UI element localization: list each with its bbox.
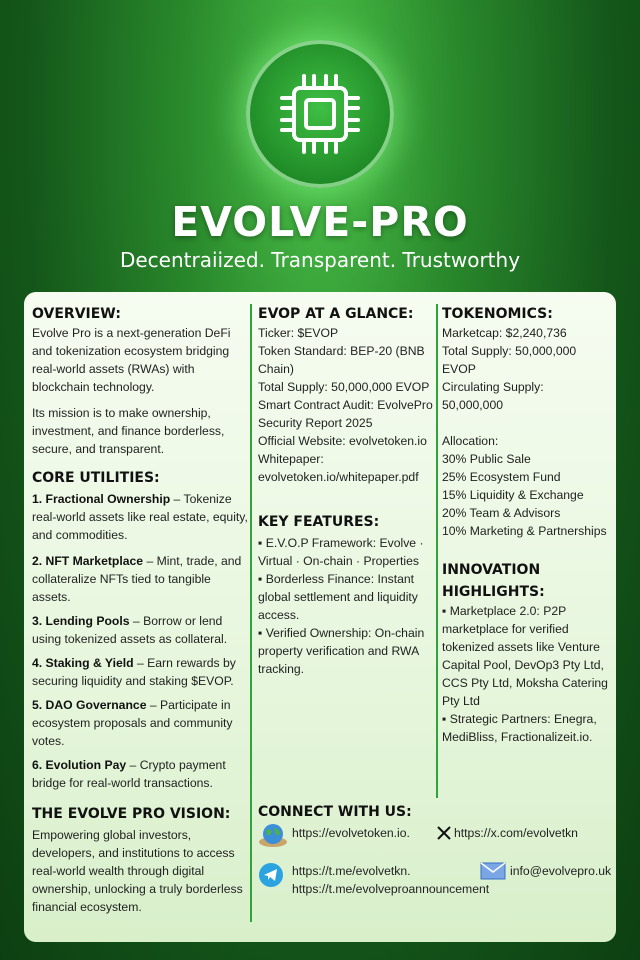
allocation-item: 10% Marketing & Partnerships [442, 524, 607, 538]
column-divider-1 [250, 304, 252, 922]
allocation-item: 30% Public Sale [442, 452, 531, 466]
website-link[interactable]: https://evolvetoken.io. [292, 826, 410, 840]
info-panel [24, 292, 616, 942]
telegram-icon [258, 862, 284, 888]
x-link[interactable]: https://x.com/evolvetkn [454, 826, 578, 840]
innovation-heading: INNOVATION [442, 562, 541, 578]
tokenomics-line: Circulating Supply: [442, 380, 544, 394]
column-divider-2 [436, 304, 438, 798]
allocation-item: 20% Team & Advisors [442, 506, 561, 520]
overview-text-2: Its mission is to make ownership, investment, and finance borderless, secure, and transparent. [32, 406, 225, 456]
telegram-link[interactable]: https://t.me/evolvetkn. [292, 864, 411, 878]
vision-heading: THE EVOLVE PRO VISION: [32, 806, 231, 822]
header [0, 0, 640, 290]
tokenomics-line: EVOP [442, 362, 476, 376]
vision-text: Empowering global investors, developers, and institutions to access real-world wealth through digital ownership, unlocking a truly borderless financial ecosystem. [32, 828, 243, 914]
tokenomics-line: Marketcap: $2,240,736 [442, 326, 567, 340]
x-logo-icon [437, 826, 451, 840]
tokenomics-heading: TOKENOMICS: [442, 306, 553, 322]
features-heading: KEY FEATURES: [258, 514, 380, 530]
glance-line: Total Supply: 50,000,000 EVOP [258, 380, 430, 394]
mail-icon [480, 862, 506, 880]
allocation-label: Allocation: [442, 434, 499, 448]
glance-line: Token Standard: BEP-20 (BNB [258, 344, 425, 358]
allocation-item: 25% Ecosystem Fund [442, 470, 561, 484]
tokenomics-line: Total Supply: 50,000,000 [442, 344, 577, 358]
brand-tagline: Decentraiized. Transparent. Trustworthy [119, 248, 521, 272]
innovation-item: ▪ Marketplace 2.0: P2P marketplace for verified tokenized assets like Venture Capital Pool, DevOp3 Pty Ltd, CCS Pty Ltd, Moksha Catering Pty Ltd [442, 604, 608, 708]
glance-line: Ticker: $EVOP [258, 326, 339, 340]
innovation-heading-2: HIGHLIGHTS: [442, 584, 545, 600]
telegram-announcement-link[interactable]: https://t.me/evolveproannouncement [292, 882, 490, 896]
email-link[interactable]: info@evolvepro.uk [510, 864, 612, 878]
overview-text-1: Evolve Pro is a next-generation DeFi and tokenization ecosystem bridging real-world assets (RWAs) with blockchain technology. [32, 326, 231, 394]
glance-line: evolvetoken.io/whitepaper.pdf [258, 470, 419, 484]
glance-line: Security Report 2025 [258, 416, 373, 430]
innovation-item: ▪ Strategic Partners: Enegra, MediBliss, Fractionalizeit.io. [442, 712, 597, 744]
utility-item: 5. DAO Governance – Participate in ecosystem proposals and community votes. [32, 698, 233, 748]
utility-item: 3. Lending Pools – Borrow or lend using tokenized assets as collateral. [32, 614, 228, 646]
chip-icon [270, 64, 370, 164]
overview-heading: OVERVIEW: [32, 306, 121, 322]
utilities-heading: CORE UTILITIES: [32, 470, 160, 486]
tokenomics-line: 50,000,000 [442, 398, 503, 412]
utility-item: 2. NFT Marketplace – Mint, trade, and collateralize NFTs tied to tangible assets. [32, 554, 242, 604]
utility-item: 1. Fractional Ownership – Tokenize real-world assets like real estate, equity, and commodities. [32, 492, 248, 542]
feature-item: ▪ Borderless Finance: Instant global settlement and liquidity access. [258, 572, 418, 622]
chip-badge [246, 40, 394, 188]
utility-item: 6. Evolution Pay – Crypto payment bridge for real-world transactions. [32, 758, 226, 790]
glance-line: Smart Contract Audit: EvolvePro [258, 398, 433, 412]
glance-line: Chain) [258, 362, 294, 376]
allocation-item: 15% Liquidity & Exchange [442, 488, 584, 502]
utility-item: 4. Staking & Yield – Earn rewards by securing liquidity and staking $EVOP. [32, 656, 236, 688]
glance-line: Official Website: evolvetoken.io [258, 434, 427, 448]
feature-item: ▪ E.V.O.P Framework: Evolve · Virtual · On-chain · Properties [258, 536, 424, 568]
glance-line: Whitepaper: [258, 452, 324, 466]
connect-heading: CONNECT WITH US: [258, 804, 412, 820]
feature-item: ▪ Verified Ownership: On-chain property verification and RWA tracking. [258, 626, 425, 676]
globe-icon [258, 822, 288, 848]
brand-title: EVOLVE-PRO [171, 198, 469, 246]
glance-heading: EVOP AT A GLANCE: [258, 306, 414, 322]
